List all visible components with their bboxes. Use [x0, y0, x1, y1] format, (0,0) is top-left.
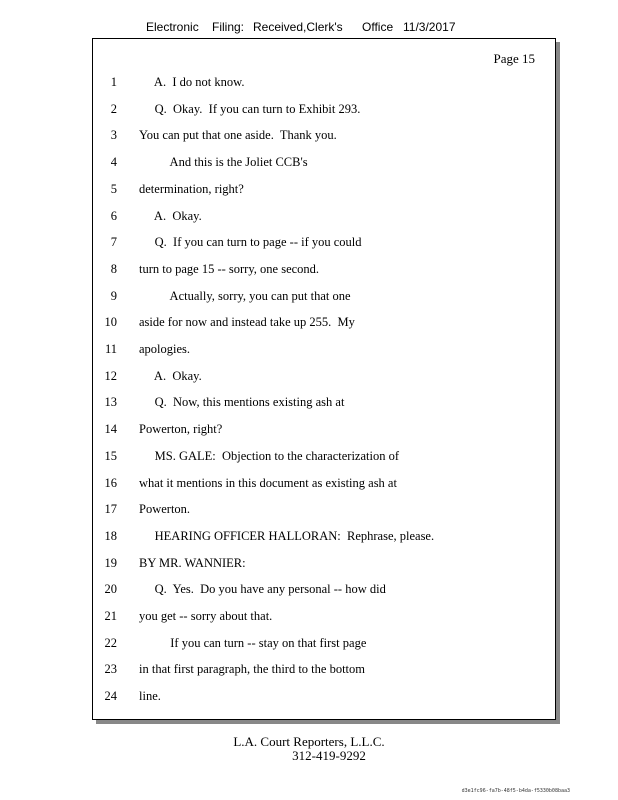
line-text: And this is the Joliet CCB's — [139, 155, 308, 170]
line-text: Q. Yes. Do you have any personal -- how did — [139, 582, 386, 597]
transcript-line — [93, 128, 553, 148]
line-number: 11 — [104, 342, 117, 356]
line-text: in that first paragraph, the third to the bottom — [139, 662, 365, 677]
line-text: what it mentions in this document as existing ash at — [139, 475, 397, 490]
line-number: 9 — [110, 288, 117, 303]
transcript-line — [93, 582, 553, 602]
line-number: 3 — [110, 128, 117, 143]
line-text: BY MR. WANNIER: — [139, 555, 246, 570]
transcript-line — [93, 422, 553, 442]
line-text: HEARING OFFICER HALLORAN: Rephrase, please. — [139, 528, 435, 543]
line-text: A. I do not know. — [139, 75, 245, 89]
header-received-clerks: Received,Clerk's — [253, 20, 343, 34]
line-text: Powerton. — [139, 502, 191, 517]
line-text: A. Okay. — [139, 208, 202, 223]
transcript-line — [93, 395, 553, 415]
transcript-line — [93, 235, 553, 255]
line-number: 2 — [110, 101, 117, 116]
footer-phone: 312-419-9292 — [292, 748, 366, 763]
line-number: 5 — [110, 181, 117, 196]
line-number: 6 — [110, 208, 117, 223]
line-text: Q. Okay. If you can turn to Exhibit 293. — [139, 101, 361, 116]
line-text: A. Okay. — [139, 368, 202, 383]
transcript-line — [93, 75, 553, 95]
line-number: 24 — [104, 689, 117, 704]
transcript-line — [93, 315, 553, 335]
line-text: You can put that one aside. Thank you. — [139, 128, 337, 143]
transcript-line — [93, 689, 553, 709]
line-text: Powerton, right? — [139, 422, 223, 437]
line-text: determination, right? — [139, 181, 244, 196]
header-office: Office — [362, 20, 394, 34]
line-number: 17 — [104, 502, 117, 517]
line-number: 14 — [104, 422, 117, 437]
transcript-line — [93, 369, 553, 389]
line-text: you get -- sorry about that. — [139, 609, 273, 623]
line-number: 7 — [110, 235, 117, 250]
line-number: 15 — [104, 448, 117, 463]
transcript-line — [93, 529, 553, 549]
line-text: Q. If you can turn to page -- if you could — [139, 235, 362, 250]
line-text: turn to page 15 -- sorry, one second. — [139, 261, 320, 276]
transcript-line — [93, 155, 553, 175]
transcript-line — [93, 342, 553, 362]
transcript-line — [93, 609, 553, 629]
line-text: MS. GALE: Objection to the characterization of — [139, 448, 399, 463]
transcript-line — [93, 289, 553, 309]
line-text: If you can turn -- stay on that first page — [139, 635, 367, 650]
line-text: line. — [139, 689, 161, 704]
line-text: aside for now and instead take up 255. My — [139, 315, 355, 330]
line-number: 4 — [110, 155, 117, 170]
transcript-line — [93, 476, 553, 496]
transcript-line — [93, 636, 553, 656]
line-number: 1 — [110, 75, 117, 89]
transcript-line — [93, 556, 553, 576]
filing-header — [0, 20, 618, 38]
transcript-line — [93, 182, 553, 202]
header-date: 11/3/2017 — [403, 20, 456, 34]
transcript-line — [93, 449, 553, 469]
transcript-line — [93, 209, 553, 229]
line-number: 21 — [104, 609, 117, 623]
line-number: 22 — [104, 635, 117, 650]
line-number: 18 — [104, 528, 117, 543]
line-text: apologies. — [139, 342, 191, 356]
line-number: 23 — [104, 662, 117, 677]
line-number: 8 — [110, 261, 117, 276]
line-number: 13 — [104, 395, 117, 410]
footer-company: L.A. Court Reporters, L.L.C. — [233, 734, 385, 749]
line-text: Q. Now, this mentions existing ash at — [139, 395, 345, 410]
transcript-line — [93, 502, 553, 522]
page-number: Page 15 — [493, 51, 535, 66]
transcript-line — [93, 262, 553, 282]
transcript-page — [92, 38, 556, 720]
line-number: 19 — [104, 555, 117, 570]
line-number: 12 — [104, 368, 117, 383]
line-text: Actually, sorry, you can put that one — [139, 288, 351, 303]
line-number: 20 — [104, 582, 117, 597]
header-filing: Filing: — [212, 20, 245, 34]
line-number: 10 — [104, 315, 117, 330]
line-number: 16 — [104, 475, 117, 490]
document-id: d3e1fc96-fa7b-48f5-b4da-f5330b08baa3 — [461, 788, 570, 794]
transcript-line — [93, 662, 553, 682]
header-electronic: Electronic — [146, 20, 199, 34]
transcript-line — [93, 102, 553, 122]
